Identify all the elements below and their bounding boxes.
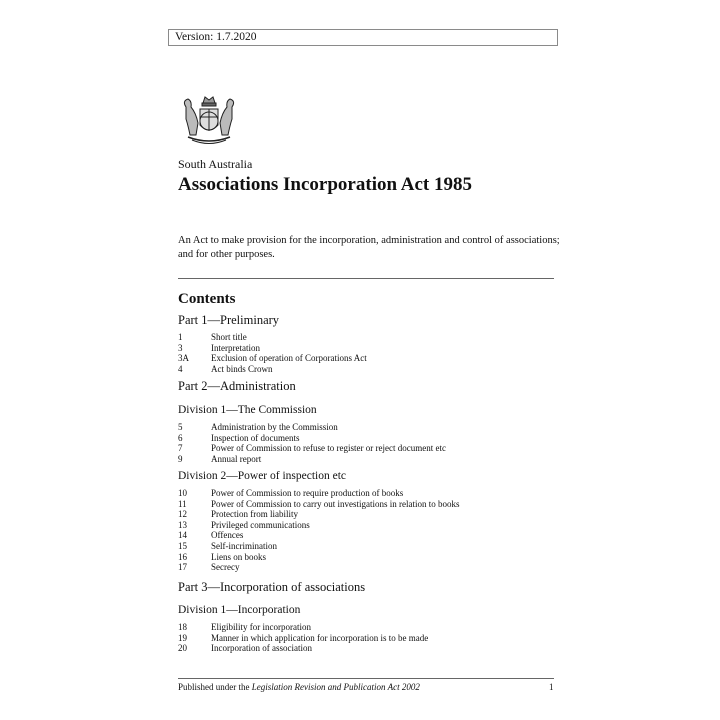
- version-box: [168, 29, 558, 46]
- toc-entry[interactable]: 18 Eligibility for incorporation: [178, 622, 311, 632]
- toc-entry[interactable]: 9 Annual report: [178, 453, 262, 464]
- toc-entry[interactable]: 17 Secrecy: [178, 562, 240, 573]
- toc-entry[interactable]: 1 Short title: [178, 332, 247, 342]
- toc-entries: [178, 622, 558, 654]
- toc-entry[interactable]: 14 Offences: [178, 530, 244, 541]
- toc-entry[interactable]: 11 Power of Commission to carry out investigations in relation to books: [178, 498, 460, 509]
- toc-entry[interactable]: 10 Power of Commission to require production of books: [178, 488, 404, 498]
- divider: [178, 278, 554, 279]
- act-title: Associations Incorporation Act 1985: [178, 174, 472, 195]
- toc-part-heading[interactable]: Part 3—Incorporation of associations: [178, 580, 366, 594]
- version-label: Version: 1.7.2020: [175, 31, 257, 43]
- toc-entry[interactable]: 13 Privileged communications: [178, 519, 310, 530]
- footer-publication: [178, 682, 420, 692]
- toc-division-heading[interactable]: Division 1—The Commission: [178, 404, 317, 416]
- contents-heading: Contents: [178, 291, 236, 307]
- toc-entry[interactable]: 7 Power of Commission to refuse to register or reject document etc: [178, 443, 446, 454]
- toc-entry[interactable]: 3 Interpretation: [178, 342, 260, 353]
- toc-entries: [178, 488, 558, 573]
- footer-divider: [178, 678, 554, 679]
- toc-entry[interactable]: 19 Manner in which application for incorporation is to be made: [178, 632, 429, 643]
- toc-division-heading[interactable]: Division 1—Incorporation: [178, 604, 301, 616]
- footer-prefix: Published under the: [178, 682, 250, 692]
- toc-entry[interactable]: 12 Protection from liability: [178, 509, 298, 520]
- toc-entry[interactable]: 4 Act binds Crown: [178, 363, 273, 374]
- long-title: An Act to make provision for the incorporation, administration and control of associations; and for other purposes.: [178, 235, 560, 260]
- toc-part-heading[interactable]: Part 2—Administration: [178, 379, 296, 393]
- toc-entry[interactable]: 5 Administration by the Commission: [178, 422, 338, 432]
- toc-entry[interactable]: 16 Liens on books: [178, 551, 266, 562]
- toc-entry[interactable]: 20 Incorporation of association: [178, 643, 312, 654]
- coat-of-arms-icon: [178, 93, 240, 147]
- jurisdiction: South Australia: [178, 157, 253, 171]
- footer-act-name: Legislation Revision and Publication Act 2002: [251, 682, 420, 692]
- page-number: 1: [549, 682, 554, 692]
- toc-division-heading[interactable]: Division 2—Power of inspection etc: [178, 470, 347, 482]
- toc-entries: [178, 332, 558, 374]
- toc-entries: [178, 422, 558, 464]
- toc-entry[interactable]: 15 Self-incrimination: [178, 540, 277, 551]
- toc-part-heading[interactable]: Part 1—Preliminary: [178, 313, 280, 327]
- toc-entry[interactable]: 3A Exclusion of operation of Corporations Act: [178, 353, 367, 364]
- toc-entry[interactable]: 6 Inspection of documents: [178, 432, 300, 443]
